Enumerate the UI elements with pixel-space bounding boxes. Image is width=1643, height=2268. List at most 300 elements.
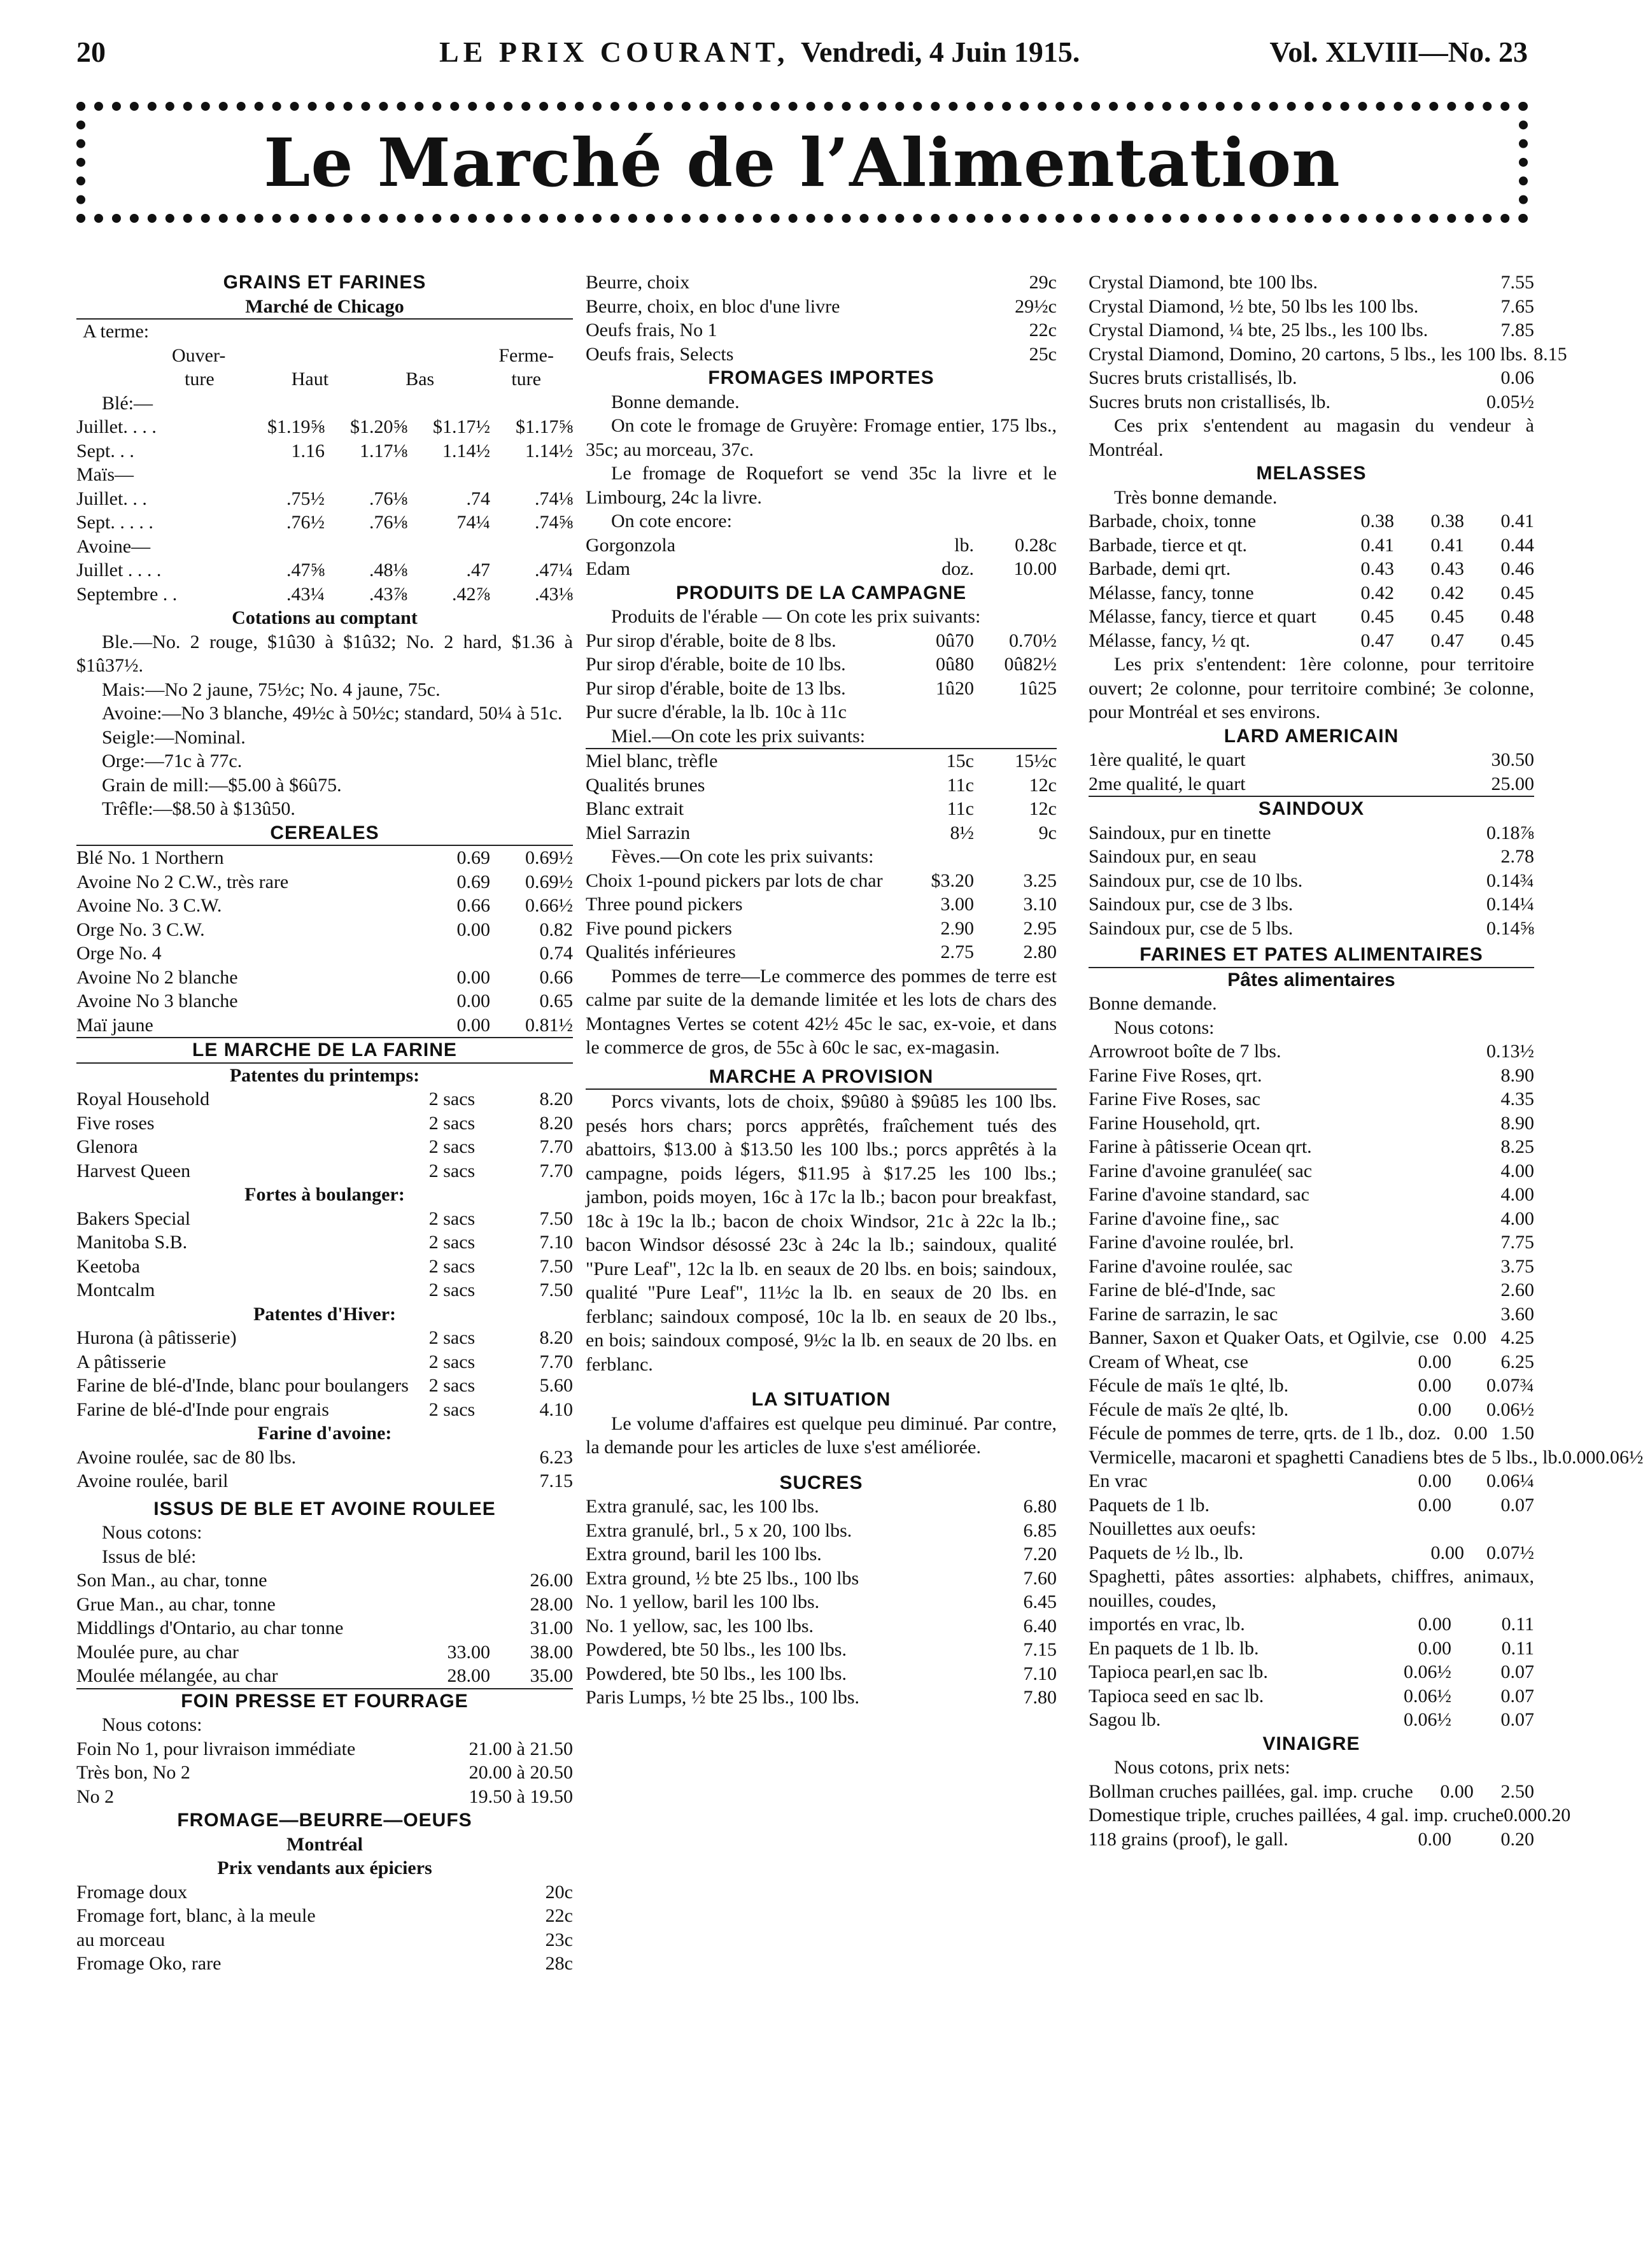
row-value: 38.00	[530, 1641, 573, 1663]
pates-demande: Bonne demande.	[1089, 993, 1217, 1014]
row-value: 0.00	[1440, 1780, 1474, 1802]
section-heading-farine: LE MARCHE DE LA FARINE	[76, 1037, 573, 1064]
row-value: $1.20⅝	[350, 416, 407, 437]
row-label: Hurona (à pâtisserie)	[76, 1327, 237, 1348]
table-head-2	[76, 367, 573, 391]
row-value: 0.00	[1418, 1398, 1451, 1420]
row-label: Crystal Diamond, ¼ bte, 25 lbs., les 100 lbs.	[1089, 320, 1428, 341]
row-value: 0.00	[1418, 1494, 1451, 1516]
row-value: 0.81½	[525, 1014, 573, 1036]
column-3	[1089, 271, 1643, 2244]
table-row	[1089, 1326, 1534, 1350]
row-value: 0.06	[1500, 367, 1534, 388]
row-value: 11c	[947, 798, 974, 819]
row-label: Farine de blé-d'Inde, blanc pour boulangers	[76, 1375, 409, 1396]
row-label: Sagou lb.	[1089, 1709, 1161, 1730]
row-value: 0.82	[539, 919, 573, 940]
row-value: 0.48	[1500, 606, 1534, 627]
row-value: 10.00	[1013, 558, 1057, 579]
row-value: .43⅞	[369, 583, 407, 605]
row-label: Cream of Wheat, cse	[1089, 1351, 1249, 1372]
row-value: 2 sacs	[428, 1208, 476, 1229]
row-label: Qualités inférieures	[586, 941, 736, 962]
table-row	[76, 487, 573, 511]
pommes-paragraph: Pommes de terre—Le commerce des pommes de terre est calme par suite de la demande limitée et les lots de chars des Montagnes Vertes se cotent 42½ 45c le sac, ex-voie, et dans le commerce de gros, de 55c à 60c le sac, ex-magasin.	[586, 965, 1057, 1058]
table-row	[76, 415, 573, 439]
row-value: 2 sacs	[428, 1327, 476, 1348]
row-value	[1369, 1159, 1451, 1183]
row-value: .76⅛	[369, 488, 407, 509]
row-label: Orge No. 4	[76, 943, 162, 964]
table-row	[1089, 1278, 1534, 1302]
table-row	[1089, 1350, 1534, 1374]
table-row	[1089, 1135, 1534, 1159]
row-label: En paquets de 1 lb. lb.	[1089, 1637, 1259, 1659]
row-value	[1369, 1278, 1451, 1302]
table-row	[1089, 318, 1534, 342]
table-row	[586, 652, 1057, 677]
row-value: 0.00	[456, 919, 490, 940]
table-row	[1089, 557, 1534, 581]
row-value: 0.06½	[1595, 1446, 1643, 1468]
row-label: Moulée mélangée, au char	[76, 1665, 278, 1686]
paragraph: Seigle:—Nominal.	[102, 726, 246, 748]
row-value: 8.90	[1500, 1112, 1534, 1134]
row-value: 26.00	[530, 1570, 573, 1591]
row-label: Saindoux pur, cse de 3 lbs.	[1089, 894, 1294, 915]
row-value: 2 sacs	[428, 1160, 476, 1181]
table-row	[76, 894, 573, 918]
row-label: 1ère qualité, le quart	[1089, 749, 1246, 770]
table-row	[1089, 1302, 1534, 1327]
table-row	[76, 1664, 573, 1688]
paragraph: On cote le fromage de Gruyère: Fromage entier, 175 lbs., 35c; au morceau, 37c.	[586, 415, 1057, 460]
row-label: Beurre, choix	[586, 272, 690, 293]
table-row	[76, 1135, 573, 1159]
row-label: Beurre, choix, en bloc d'une livre	[586, 295, 840, 317]
table-head	[76, 344, 573, 368]
row-value: 8.20	[539, 1088, 573, 1109]
row-label: Keetoba	[76, 1255, 140, 1277]
row-value: 22c	[545, 1905, 573, 1926]
row-label: 118 grains (proof), le gall.	[1089, 1828, 1288, 1850]
row-value: 74¼	[456, 512, 490, 533]
row-label: Foin No 1, pour livraison immédiate	[76, 1738, 356, 1759]
table-row	[1089, 629, 1534, 653]
row-value	[1369, 1039, 1451, 1064]
row-label: Blé No. 1 Northern	[76, 847, 224, 868]
row-value: 2 sacs	[428, 1398, 476, 1420]
row-label: Juillet. . . .	[76, 416, 157, 437]
table-row	[586, 1614, 1057, 1638]
row-label: Fromage Oko, rare	[76, 1953, 222, 1974]
row-label: Barbade, choix, tonne	[1089, 511, 1257, 532]
row-value: 7.20	[1023, 1544, 1057, 1565]
row-value: 6.40	[1023, 1615, 1057, 1637]
table-row	[76, 511, 573, 535]
row-value: .47	[466, 560, 490, 581]
row-label: Paris Lumps, ½ bte 25 lbs., 100 lbs.	[586, 1687, 860, 1708]
section-heading-fromage: FROMAGE—BEURRE—OEUFS	[177, 1810, 472, 1831]
section-heading-grains: GRAINS ET FARINES	[223, 272, 427, 293]
row-value: 2 sacs	[428, 1136, 476, 1157]
boulanger-rows	[76, 1207, 573, 1302]
table-row	[76, 439, 573, 463]
row-label: Glenora	[76, 1136, 138, 1157]
row-label: Farine d'avoine roulée, brl.	[1089, 1232, 1294, 1253]
row-value: 0.44	[1500, 534, 1534, 556]
row-value: 19.50 à 19.50	[469, 1786, 573, 1807]
section-heading-fromages-importes: FROMAGES IMPORTES	[708, 367, 934, 388]
subheading-chicago: Marché de Chicago	[76, 295, 573, 320]
row-label: Fécule de maïs 1e qlté, lb.	[1089, 1375, 1289, 1396]
row-value: 6.25	[1500, 1351, 1534, 1372]
row-value: 0.00	[1418, 1828, 1451, 1850]
row-value: 3.75	[1500, 1255, 1534, 1277]
column-2	[586, 271, 1057, 2244]
table-row	[76, 1350, 573, 1374]
table-row	[1089, 1660, 1534, 1684]
row-value: 2.90	[940, 917, 974, 939]
table-row	[1089, 295, 1534, 319]
vinaigre-nous-cotons: Nous cotons, prix nets:	[1114, 1757, 1290, 1778]
sucres-rows	[586, 1495, 1057, 1710]
row-label: Extra ground, baril les 100 lbs.	[586, 1544, 822, 1565]
table-row	[586, 749, 1057, 773]
table-row	[1089, 1398, 1534, 1422]
row-label: Fécule de maïs 2e qlté, lb.	[1089, 1398, 1289, 1420]
row-label: Moulée pure, au char	[76, 1641, 239, 1663]
row-value: 0.14⅝	[1486, 917, 1534, 939]
row-label: Saindoux, pur en tinette	[1089, 822, 1271, 843]
row-label: Paquets de 1 lb.	[1089, 1494, 1209, 1516]
row-value: 7.70	[539, 1136, 573, 1157]
saindoux-rows	[1089, 821, 1534, 941]
row-value: lb.	[954, 534, 974, 556]
row-label: au morceau	[76, 1929, 166, 1950]
row-value: 0.41	[1430, 534, 1464, 556]
table-row	[1089, 1087, 1534, 1111]
row-label: Avoine No 2 C.W., très rare	[76, 871, 289, 892]
table-row	[586, 797, 1057, 821]
paragraph: Orge:—71c à 77c.	[102, 750, 243, 771]
paragraph: Grain de mill:—$5.00 à $6û75.	[102, 774, 342, 796]
table-row	[76, 1737, 573, 1761]
row-label: En vrac	[1089, 1470, 1148, 1491]
row-label: Septembre . .	[76, 583, 178, 605]
spaghetti-intro: Spaghetti, pâtes assorties: alphabets, chiffres, animaux, nouilles, coudes,	[1089, 1566, 1534, 1611]
row-label: Crystal Diamond, Domino, 20 cartons, 5 lbs., les 100 lbs.	[1089, 343, 1528, 365]
row-value: 4.25	[1500, 1327, 1534, 1348]
row-value: 7.15	[1023, 1639, 1057, 1660]
row-value: 0û80	[936, 654, 974, 675]
row-value: 8.25	[1500, 1136, 1534, 1157]
table-row	[586, 629, 1057, 653]
row-label: Montcalm	[76, 1279, 155, 1300]
row-value: 4.00	[1500, 1160, 1534, 1181]
table-row	[1089, 366, 1534, 390]
row-label: Saindoux pur, cse de 5 lbs.	[1089, 917, 1294, 939]
row-value: 1.16	[291, 440, 325, 461]
row-value: 0.00	[1418, 1637, 1451, 1659]
row-label: Juillet. . .	[76, 488, 147, 509]
row-value: 0.00	[1453, 1327, 1487, 1348]
row-value: 5.60	[539, 1375, 573, 1396]
row-label: Fromage doux	[76, 1881, 188, 1903]
row-value: 0.14¾	[1486, 870, 1534, 891]
row-value	[1369, 1255, 1451, 1279]
row-label: 2me qualité, le quart	[1089, 773, 1246, 794]
table-row	[586, 917, 1057, 941]
page-header	[76, 35, 1528, 86]
row-label: Tapioca pearl,en sac lb.	[1089, 1661, 1268, 1682]
paragraph: Mais:—No 2 jaune, 75½c; No. 4 jaune, 75c.	[102, 679, 441, 700]
avoine-farine-rows	[76, 1446, 573, 1493]
section-heading-vinaigre: VINAIGRE	[1262, 1733, 1360, 1754]
title-banner	[76, 102, 1528, 223]
crystal-note: Ces prix s'entendent au magasin du vendeur à Montréal.	[1089, 415, 1534, 460]
table-row	[76, 1952, 573, 1976]
spaghetti-rows	[1089, 1612, 1534, 1732]
row-value: 2.78	[1500, 846, 1534, 867]
nouillettes-label: Nouillettes aux oeufs:	[1089, 1518, 1257, 1539]
row-value: 8.15	[1534, 343, 1567, 365]
paragraph: Ble.—No. 2 rouge, $1û30 à $1û32; No. 2 hard, $1.36 à $1û37½.	[76, 631, 573, 676]
row-label: Domestique triple, cruches paillées, 4 gal. imp. cruche	[1089, 1805, 1504, 1826]
row-label: Miel Sarrazin	[586, 822, 691, 843]
row-value: 0.00	[456, 1014, 490, 1036]
row-value: 3.10	[1023, 894, 1057, 915]
row-label: No 2	[76, 1786, 115, 1807]
table-row	[586, 318, 1057, 342]
row-value: 23c	[545, 1929, 573, 1950]
section-heading-provision: MARCHE A PROVISION	[709, 1066, 934, 1087]
miel-rows	[586, 749, 1057, 845]
row-label: importés en vrac, lb.	[1089, 1614, 1245, 1635]
row-label: Fromage fort, blanc, à la meule	[76, 1905, 316, 1926]
row-value: 25.00	[1491, 773, 1534, 794]
row-label: Barbade, demi qrt.	[1089, 558, 1231, 579]
campagne-rows	[586, 629, 1057, 701]
row-value: 2.95	[1023, 917, 1057, 939]
row-value: 2 sacs	[428, 1112, 476, 1134]
table-row	[1089, 1421, 1534, 1446]
row-label: Sept. . .	[76, 440, 134, 461]
table-row	[1089, 1637, 1534, 1661]
table-row	[76, 918, 573, 942]
row-value: 2 sacs	[428, 1088, 476, 1109]
row-value: 7.50	[539, 1208, 573, 1229]
a-terme-label: A terme:	[83, 321, 150, 342]
row-value: 28c	[545, 1953, 573, 1974]
paragraph: Avoine:—No 3 blanche, 49½c à 50½c; standard, 50¼ à 51c.	[102, 703, 563, 724]
row-value: 0.43	[1360, 558, 1394, 579]
crystal-rows	[1089, 271, 1567, 414]
row-label: Arrowroot boîte de 7 lbs.	[1089, 1041, 1281, 1062]
table-row	[1089, 605, 1534, 629]
row-value: .47¼	[535, 560, 573, 581]
row-label: Farine Five Roses, qrt.	[1089, 1064, 1262, 1086]
row-label: No. 1 yellow, baril les 100 lbs.	[586, 1591, 820, 1612]
row-value: 6.45	[1023, 1591, 1057, 1612]
table-row	[76, 1159, 573, 1183]
row-value: 7.65	[1500, 295, 1534, 317]
melasses-note: Les prix s'entendent: 1ère colonne, pour territoire ouvert; 2e colonne, pour territoire combiné; 3e colonne, pour Montréal et ses environs.	[1089, 654, 1534, 722]
row-value: 0.47	[1360, 630, 1394, 651]
table-row	[1089, 1612, 1534, 1637]
table-row	[76, 1928, 573, 1952]
printemps-rows	[76, 1087, 573, 1183]
pates-rows	[1089, 1039, 1643, 1517]
row-label: Farine de blé-d'Inde, sac	[1089, 1279, 1276, 1300]
row-value: 0.65	[539, 990, 573, 1011]
row-value: 29½c	[1015, 295, 1057, 317]
row-label: Extra ground, ½ bte 25 lbs., 100 lbs	[586, 1567, 859, 1589]
row-label: Bakers Special	[76, 1208, 191, 1229]
row-value	[1369, 1183, 1451, 1207]
row-value	[1369, 1135, 1451, 1159]
row-label: Choix 1-pound pickers par lots de char	[586, 870, 883, 891]
table-row	[1089, 581, 1534, 605]
column-1	[76, 271, 573, 2244]
table-row	[76, 846, 573, 870]
row-value: 4.00	[1500, 1184, 1534, 1205]
row-value: 0.20	[1537, 1805, 1571, 1826]
row-value: 0.06¼	[1486, 1470, 1534, 1491]
table-row	[586, 677, 1057, 701]
row-value: 7.55	[1500, 272, 1534, 293]
table-row	[76, 941, 573, 966]
table-row	[1089, 1159, 1534, 1183]
nouillettes-min: 0.00	[1430, 1542, 1464, 1563]
table-row	[76, 582, 573, 607]
row-value: .48⅛	[369, 560, 407, 581]
table-row	[1089, 845, 1534, 869]
table-row	[76, 1446, 573, 1470]
row-value: 2 sacs	[428, 1375, 476, 1396]
foin-nous-cotons: Nous cotons:	[102, 1714, 202, 1735]
table-row	[76, 1880, 573, 1905]
row-value: 0.00	[456, 966, 490, 988]
table-row	[76, 1398, 573, 1422]
foin-rows	[76, 1737, 573, 1809]
table-row	[1089, 1828, 1534, 1852]
row-value: 20.00 à 20.50	[469, 1762, 573, 1783]
row-label: Vermicelle, macaroni et spaghetti Canadiens btes de 5 lbs., lb.	[1089, 1446, 1562, 1468]
table-row	[1089, 271, 1534, 295]
row-label: Five roses	[76, 1112, 155, 1134]
row-value: 12c	[1029, 798, 1057, 819]
row-value	[1369, 1302, 1451, 1327]
nouillettes-max: 0.07½	[1486, 1542, 1534, 1563]
table-row	[76, 1616, 573, 1640]
row-value: 3.00	[940, 894, 974, 915]
mais-rows	[76, 487, 573, 535]
row-label: Avoine roulée, sac de 80 lbs.	[76, 1446, 297, 1468]
row-value: 1û25	[1019, 677, 1057, 699]
row-value: $1.17⅝	[516, 416, 573, 437]
table-row	[76, 1640, 573, 1665]
section-heading-lard: LARD AMERICAIN	[1223, 725, 1399, 747]
head-ture-2: ture	[511, 369, 541, 390]
row-value: 35.00	[530, 1665, 573, 1686]
subheading-hiver: Patentes d'Hiver:	[253, 1303, 397, 1325]
row-value: 0.41	[1360, 534, 1394, 556]
row-value: .74	[466, 488, 490, 509]
row-value: 0.07	[1500, 1709, 1534, 1730]
row-value: .43¼	[286, 583, 325, 605]
row-value: 0.11	[1501, 1637, 1534, 1659]
table-row	[76, 1761, 573, 1785]
row-label: Gorgonzola	[586, 534, 676, 556]
table-row	[76, 1207, 573, 1231]
row-value: 31.00	[530, 1617, 573, 1638]
row-value: 0.43	[1430, 558, 1464, 579]
issus-nous-cotons: Nous cotons:	[102, 1522, 202, 1543]
row-value: 28.00	[530, 1593, 573, 1615]
row-label: Crystal Diamond, bte 100 lbs.	[1089, 272, 1318, 293]
paragraph: On cote encore:	[611, 511, 732, 532]
row-value: 6.23	[539, 1446, 573, 1468]
table-row	[1089, 1446, 1643, 1470]
table-row	[586, 1542, 1057, 1567]
table-row	[1089, 772, 1534, 796]
row-label: Pur sirop d'érable, boite de 8 lbs.	[586, 630, 836, 651]
row-value: .76⅛	[369, 512, 407, 533]
row-value: .74⅝	[535, 512, 573, 533]
row-value: 2.50	[1500, 1780, 1534, 1802]
table-row	[1089, 1684, 1534, 1708]
feves-rows	[586, 869, 1057, 964]
row-value: 0.00	[1418, 1614, 1451, 1635]
subheading-comptant: Cotations au comptant	[232, 607, 418, 628]
row-value: 0.66	[539, 966, 573, 988]
row-value	[1369, 1230, 1451, 1255]
row-value	[1369, 1064, 1451, 1088]
row-label: Pur sirop d'érable, boite de 13 lbs.	[586, 677, 846, 699]
row-value: 8.90	[1500, 1064, 1534, 1086]
row-value: 28.00	[447, 1665, 490, 1686]
table-row	[586, 892, 1057, 917]
row-value: 2.60	[1500, 1279, 1534, 1300]
table-row	[76, 1013, 573, 1038]
row-value: 0.00	[1562, 1446, 1596, 1468]
row-value: 3.25	[1023, 870, 1057, 891]
table-row	[76, 558, 573, 582]
row-label: Avoine roulée, baril	[76, 1470, 229, 1491]
row-label: Harvest Queen	[76, 1160, 191, 1181]
columns	[76, 271, 1643, 2244]
row-label: Mélasse, fancy, tonne	[1089, 582, 1254, 603]
section-heading-campagne: PRODUITS DE LA CAMPAGNE	[675, 582, 967, 603]
row-value	[407, 941, 490, 966]
row-label: A pâtisserie	[76, 1351, 166, 1372]
table-row	[1089, 1803, 1571, 1828]
row-label: Barbade, tierce et qt.	[1089, 534, 1248, 556]
row-value: 2.75	[940, 941, 974, 962]
row-label: Fécule de pommes de terre, qrts. de 1 lb., doz.	[1089, 1423, 1441, 1444]
head-bas: Bas	[405, 369, 435, 390]
table-row	[76, 1785, 573, 1809]
table-row	[1089, 1780, 1534, 1804]
row-value: 0.05½	[1486, 391, 1534, 412]
row-value: 1.50	[1500, 1423, 1534, 1444]
table-row	[586, 342, 1057, 367]
row-label: Qualités brunes	[586, 774, 705, 796]
table-row	[1089, 1469, 1534, 1493]
row-value: 0.28c	[1015, 534, 1057, 556]
sucre-erable: Pur sucre d'érable, la lb. 10c à 11c	[586, 701, 847, 722]
